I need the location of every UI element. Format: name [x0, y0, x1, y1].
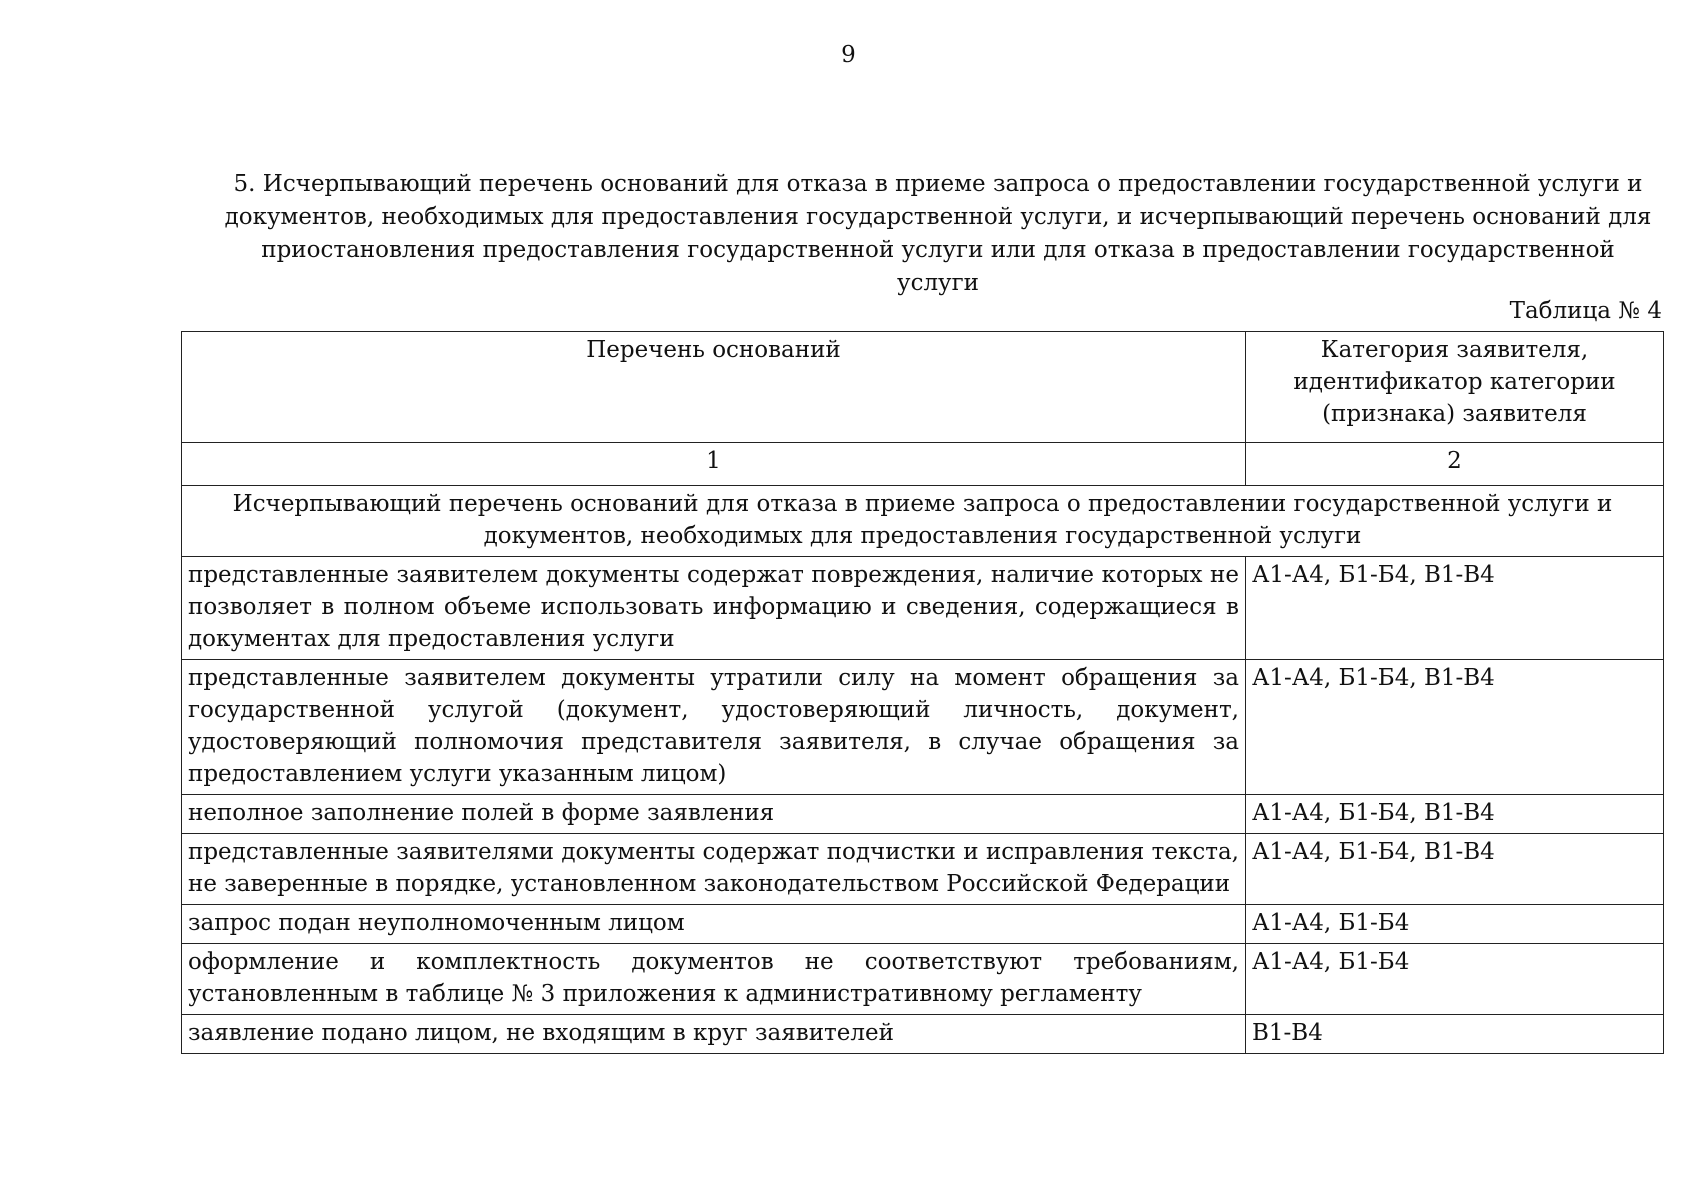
table-row [182, 557, 1664, 660]
table-row [182, 795, 1664, 834]
column-number-row [182, 443, 1664, 486]
reason-cell: неполное заполнение полей в форме заявления [182, 795, 1246, 834]
category-cell: А1-А4, Б1-Б4, В1-В4 [1246, 834, 1664, 905]
category-cell: В1-В4 [1246, 1015, 1664, 1054]
table-row [182, 944, 1664, 1015]
reason-cell: представленные заявителями документы содержат подчистки и исправления текста, не заверенные в порядке, установленном законодательством Российской Федерации [182, 834, 1246, 905]
reason-cell: оформление и комплектность документов не соответствуют требованиям, установленным в таблице № 3 приложения к административному регламенту [182, 944, 1246, 1015]
table-caption: Таблица № 4 [1509, 298, 1662, 324]
table-row [182, 905, 1664, 944]
grounds-table [181, 331, 1664, 1054]
column-number-2: 2 [1246, 443, 1664, 486]
table-row [182, 1015, 1664, 1054]
reason-cell: представленные заявителем документы утратили силу на момент обращения за государственной услугой (документ, удостоверяющий личность, документ, удостоверяющий полномочия представителя заявителя, в случае обращения за предоставлением услуги указанным лицом) [182, 660, 1246, 795]
column-number-1: 1 [182, 443, 1246, 486]
table-header-row [182, 332, 1664, 443]
category-cell: А1-А4, Б1-Б4, В1-В4 [1246, 660, 1664, 795]
reason-cell: запрос подан неуполномоченным лицом [182, 905, 1246, 944]
page-number: 9 [841, 42, 856, 68]
table-row [182, 834, 1664, 905]
reason-cell: заявление подано лицом, не входящим в круг заявителей [182, 1015, 1246, 1054]
header-applicant-category: Категория заявителя, идентификатор категории (признака) заявителя [1246, 332, 1664, 443]
category-cell: А1-А4, Б1-Б4 [1246, 905, 1664, 944]
table-subheading: Исчерпывающий перечень оснований для отказа в приеме запроса о предоставлении государственной услуги и документов, необходимых для предоставления государственной услуги [182, 486, 1664, 557]
header-grounds-list: Перечень оснований [182, 332, 1246, 443]
category-cell: А1-А4, Б1-Б4, В1-В4 [1246, 557, 1664, 660]
subheading-row [182, 486, 1664, 557]
reason-cell: представленные заявителем документы содержат повреждения, наличие которых не позволяет в полном объеме использовать информацию и сведения, содержащиеся в документах для предоставления услуги [182, 557, 1246, 660]
category-cell: А1-А4, Б1-Б4 [1246, 944, 1664, 1015]
table-row [182, 660, 1664, 795]
section-heading: 5. Исчерпывающий перечень оснований для отказа в приеме запроса о предоставлении государственной услуги и документов, необходимых для предоставления государственной услуги, и исчерпывающий перечень оснований для приостановления предоставления государственной услуги или для отказа в предоставлении государственной услуги [224, 171, 1652, 296]
category-cell: А1-А4, Б1-Б4, В1-В4 [1246, 795, 1664, 834]
